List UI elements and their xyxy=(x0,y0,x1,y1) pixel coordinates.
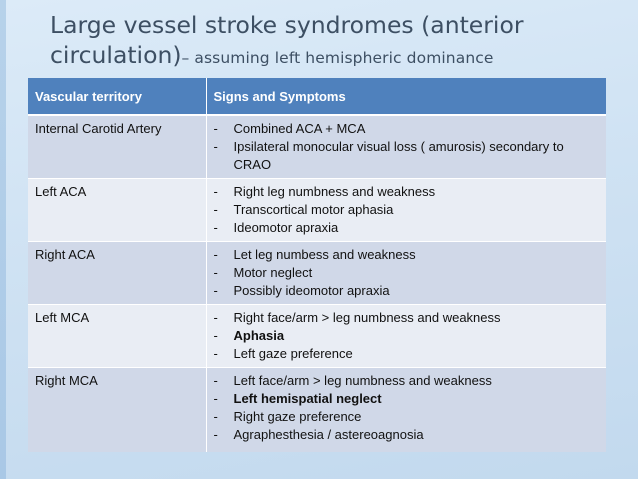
symptom-text: Right leg numbness and weakness xyxy=(233,184,436,199)
symptom-text: Aphasia xyxy=(233,328,285,343)
dash-bullet-icon: - xyxy=(213,427,218,442)
symptoms-cell xyxy=(206,368,606,453)
table-header-row xyxy=(28,78,606,115)
symptom-text: Left face/arm > leg numbness and weakness xyxy=(233,373,492,388)
symptom-item xyxy=(214,201,600,219)
syndromes-table xyxy=(28,78,606,452)
symptom-item xyxy=(214,282,600,300)
territory-cell: Right MCA xyxy=(28,368,206,453)
symptoms-cell xyxy=(206,242,606,305)
symptom-list xyxy=(214,309,600,363)
territory-cell: Right ACA xyxy=(28,242,206,305)
symptom-text: Let leg numbess and weakness xyxy=(233,247,416,262)
symptom-list xyxy=(214,120,600,174)
header-signs-and-symptoms: Signs and Symptoms xyxy=(206,78,606,115)
table-row xyxy=(28,115,606,179)
symptom-text: Transcortical motor aphasia xyxy=(233,202,394,217)
symptom-item xyxy=(214,345,600,363)
slide-title-subtitle: – assuming left hemispheric dominance xyxy=(181,49,494,67)
territory-cell: Left MCA xyxy=(28,305,206,368)
table-row xyxy=(28,305,606,368)
dash-bullet-icon: - xyxy=(213,373,218,388)
symptom-text: Left gaze preference xyxy=(233,346,353,361)
symptom-item xyxy=(214,390,600,408)
symptom-item xyxy=(214,309,600,327)
slide-title-main: Large vessel stroke syndromes (anterior circulation) xyxy=(50,11,524,69)
dash-bullet-icon: - xyxy=(213,409,218,424)
dash-bullet-icon: - xyxy=(213,220,218,235)
symptom-list xyxy=(214,246,600,300)
symptom-item xyxy=(214,426,600,444)
dash-bullet-icon: - xyxy=(213,283,218,298)
territory-cell: Internal Carotid Artery xyxy=(28,115,206,179)
symptom-item xyxy=(214,138,600,174)
symptoms-cell xyxy=(206,305,606,368)
dash-bullet-icon: - xyxy=(213,328,218,343)
header-vascular-territory: Vascular territory xyxy=(28,78,206,115)
dash-bullet-icon: - xyxy=(213,346,218,361)
dash-bullet-icon: - xyxy=(213,184,218,199)
symptom-item xyxy=(214,408,600,426)
symptom-list xyxy=(214,183,600,237)
symptom-item xyxy=(214,219,600,237)
symptom-item xyxy=(214,120,600,138)
symptoms-cell xyxy=(206,179,606,242)
territory-cell: Left ACA xyxy=(28,179,206,242)
symptom-item xyxy=(214,264,600,282)
symptom-text: Left hemispatial neglect xyxy=(233,391,382,406)
symptom-item xyxy=(214,183,600,201)
slide-accent-bar xyxy=(0,0,6,479)
dash-bullet-icon: - xyxy=(213,310,218,325)
symptoms-cell xyxy=(206,115,606,179)
symptom-text: Ipsilateral monocular visual loss ( amurosis) secondary to CRAO xyxy=(233,139,564,172)
symptom-item xyxy=(214,327,600,345)
symptom-item xyxy=(214,246,600,264)
symptom-text: Right gaze preference xyxy=(233,409,362,424)
dash-bullet-icon: - xyxy=(213,139,218,154)
symptom-text: Possibly ideomotor apraxia xyxy=(233,283,390,298)
dash-bullet-icon: - xyxy=(213,247,218,262)
dash-bullet-icon: - xyxy=(213,121,218,136)
symptom-text: Motor neglect xyxy=(233,265,313,280)
symptom-text: Combined ACA + MCA xyxy=(233,121,366,136)
slide-title xyxy=(50,10,620,73)
table-row xyxy=(28,242,606,305)
symptom-text: Right face/arm > leg numbness and weakness xyxy=(233,310,501,325)
symptom-text: Agraphesthesia / astereoagnosia xyxy=(233,427,424,442)
dash-bullet-icon: - xyxy=(213,265,218,280)
dash-bullet-icon: - xyxy=(213,391,218,406)
dash-bullet-icon: - xyxy=(213,202,218,217)
symptom-text: Ideomotor apraxia xyxy=(233,220,339,235)
symptom-list xyxy=(214,372,600,444)
symptom-item xyxy=(214,372,600,390)
table-row xyxy=(28,368,606,453)
table-row xyxy=(28,179,606,242)
